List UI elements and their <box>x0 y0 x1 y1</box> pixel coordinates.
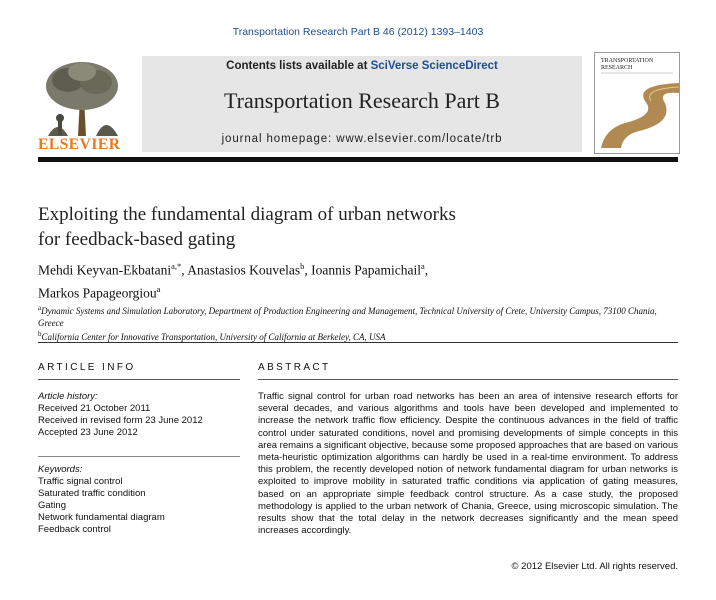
affiliation-a <box>38 303 678 329</box>
cover-title-line2: RESEARCH <box>601 65 633 71</box>
affiliation-text: California Center for Innovative Transportation, University of California at Berkeley, CA, USA <box>41 332 386 342</box>
abstract-rule <box>258 379 678 380</box>
abstract-heading: ABSTRACT <box>258 362 331 373</box>
front-matter-rule <box>38 342 678 343</box>
affiliation-text: Dynamic Systems and Simulation Laboratory, Department of Production Engineering and Management, Technical University of Crete, University Campus, 73100 Chania, Greece <box>38 306 657 328</box>
author-separator: , <box>181 262 188 278</box>
author-name[interactable]: Mehdi Keyvan-Ekbatani <box>38 262 172 278</box>
author-list <box>38 257 658 302</box>
article-info-rule <box>38 379 240 380</box>
article-history <box>38 391 240 439</box>
keywords <box>38 464 240 536</box>
article-title-line2: for feedback-based gating <box>38 229 236 250</box>
author-separator: , <box>424 262 429 278</box>
copyright-notice: © 2012 Elsevier Ltd. All rights reserved. <box>511 561 678 572</box>
author-name[interactable]: Ioannis Papamichail <box>311 262 421 278</box>
contents-line <box>142 60 582 72</box>
history-item: Accepted 23 June 2012 <box>38 427 138 438</box>
contents-prefix: Contents lists available at <box>226 60 371 72</box>
author-affiliation-mark[interactable]: a <box>420 261 425 271</box>
article-title <box>38 202 658 252</box>
history-item: Received in revised form 23 June 2012 <box>38 415 203 426</box>
author-affiliation-mark[interactable]: b <box>300 261 305 271</box>
journal-title: Transportation Research Part B <box>224 88 500 113</box>
cover-title-line1: TRANSPORTATION <box>601 58 654 64</box>
keyword-item: Traffic signal control <box>38 476 123 487</box>
author-affiliation-mark[interactable]: a <box>156 283 161 294</box>
keyword-item: Saturated traffic condition <box>38 488 146 499</box>
affiliation-mark: b <box>38 330 42 338</box>
author-name[interactable]: Anastasios Kouvelas <box>187 262 301 278</box>
article-info-divider <box>38 456 240 457</box>
keyword-item: Network fundamental diagram <box>38 512 165 523</box>
elsevier-logo-text: ELSEVIER <box>38 136 121 153</box>
keyword-item: Gating <box>38 500 66 511</box>
affiliation-mark: a <box>38 304 42 312</box>
journal-reference[interactable]: Transportation Research Part B 46 (2012) 1393–1403 <box>232 26 484 38</box>
author-affiliation-mark[interactable]: a,* <box>171 261 182 271</box>
sciencedirect-link[interactable]: SciVerse ScienceDirect <box>370 60 498 72</box>
article-title-line1: Exploiting the fundamental diagram of urban networks <box>38 204 456 225</box>
history-item: Received 21 October 2011 <box>38 403 151 414</box>
header-rule <box>38 157 678 162</box>
journal-homepage[interactable]: journal homepage: www.elsevier.com/locate/trb <box>221 133 503 145</box>
abstract-text: Traffic signal control for urban road networks has been an area of intensive research efforts for several decades, and various algorithms and tools have been developed and implemented to increase the network traffic flow efficiency. Despite the continuous advances in the field of traffic control under saturated conditions, novel and promising developments of simple concepts in this area remains a significant objective, because some proposed approaches that are based on various meta-heuristic optimization algorithms can hardly be used in a real-time environment. To address this problem, the recently developed notion of network fundamental diagram for urban networks is exploited to improve mobility in saturated traffic conditions via application of gating measures, based on an appropriate simple feedback control structure. As a case study, the proposed methodology is applied to the urban network of Chania, Greece, using microscopic simulation. The results show that the total delay in the network decreases significantly and the mean speed increases accordingly. <box>258 391 678 537</box>
author-separator: , <box>304 262 312 278</box>
author-name[interactable]: Markos Papageorgiou <box>38 285 157 300</box>
journal-cover-image <box>594 52 680 154</box>
article-info-heading: ARTICLE INFO <box>38 362 136 373</box>
affiliations <box>38 303 678 344</box>
article-history-label: Article history: <box>38 391 98 402</box>
keywords-label: Keywords: <box>38 464 83 475</box>
keyword-item: Feedback control <box>38 524 111 535</box>
